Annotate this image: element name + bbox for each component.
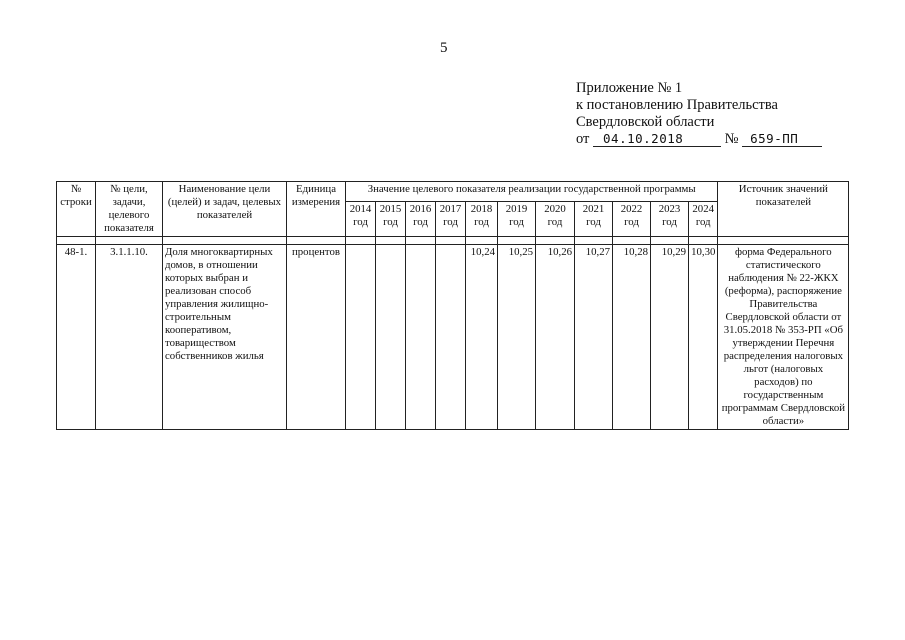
header-year-2021 (575, 201, 613, 236)
header-year-2017 (436, 201, 466, 236)
header-year-label: 2017 (439, 202, 462, 215)
cell-value-2020: 10,26 (536, 245, 575, 430)
header-year-suffix: год (353, 215, 368, 228)
header-row-no: № строки (57, 182, 96, 237)
header-year-2018 (466, 201, 498, 236)
header-gap-row (57, 237, 849, 245)
cell-goal-no: 3.1.1.10. (96, 245, 163, 430)
appendix-date-line (576, 131, 822, 148)
table-row (57, 245, 849, 430)
header-year-suffix: год (624, 215, 639, 228)
header-year-2020 (536, 201, 575, 236)
appendix-title: Приложение № 1 (576, 80, 683, 96)
header-year-label: 2016 (409, 202, 432, 215)
header-year-suffix: год (413, 215, 428, 228)
header-year-suffix: год (547, 215, 563, 228)
header-year-suffix: год (695, 215, 711, 228)
cell-unit: процентов (287, 245, 346, 430)
header-year-2016 (406, 201, 436, 236)
header-year-label: 2019 (505, 202, 528, 215)
header-year-2014 (346, 201, 376, 236)
header-year-label: 2014 (349, 202, 372, 215)
number-label: № (724, 131, 739, 147)
header-source: Источник значений показателей (718, 182, 849, 237)
cell-value-2018: 10,24 (466, 245, 498, 430)
header-year-label: 2021 (582, 202, 605, 215)
header-year-2024 (689, 201, 718, 236)
header-year-suffix: год (662, 215, 677, 228)
header-year-2015 (376, 201, 406, 236)
appendix-region: Свердловской области (576, 114, 715, 130)
page-number: 5 (440, 40, 448, 56)
header-year-label: 2018 (470, 202, 493, 215)
header-year-suffix: год (383, 215, 398, 228)
header-year-label: 2022 (620, 202, 643, 215)
cell-row-no: 48-1. (57, 245, 96, 430)
cell-value-2019: 10,25 (498, 245, 536, 430)
appendix-resolution: к постановлению Правительства (576, 97, 778, 113)
cell-value-2015 (376, 245, 406, 430)
header-name: Наименование цели (целей) и задач, целевых показателей (163, 182, 287, 237)
header-year-2022 (613, 201, 651, 236)
cell-source: форма Федерального статистического наблюдения № 22-ЖКХ (реформа), распоряжение Правительства Свердловской области от 31.05.2018 № 353-РП «Об утверждении Перечня распределения налоговых льгот (налоговых расходов) по государственным программам Свердловской области» (718, 245, 849, 430)
header-values-group: Значение целевого показателя реализации государственной программы (346, 182, 718, 202)
header-year-label: 2024 (692, 202, 714, 215)
header-year-label: 2020 (544, 202, 566, 215)
header-year-suffix: год (586, 215, 601, 228)
header-year-2019 (498, 201, 536, 236)
cell-value-2023: 10,29 (651, 245, 689, 430)
cell-value-2014 (346, 245, 376, 430)
appendix-header (576, 80, 822, 148)
indicators-table (56, 181, 849, 430)
header-year-suffix: год (443, 215, 458, 228)
cell-value-2017 (436, 245, 466, 430)
resolution-number: 659-ПП (742, 132, 822, 147)
cell-value-2021: 10,27 (575, 245, 613, 430)
cell-name: Доля многоквартирных домов, в отношении которых выбран и реализован способ управления жилищно-строительным кооперативом, товариществом собственников жилья (163, 245, 287, 430)
header-year-suffix: год (509, 215, 524, 228)
header-unit: Единица измерения (287, 182, 346, 237)
header-year-label: 2015 (379, 202, 402, 215)
cell-value-2024: 10,30 (689, 245, 718, 430)
cell-value-2016 (406, 245, 436, 430)
header-year-label: 2023 (658, 202, 681, 215)
header-year-2023 (651, 201, 689, 236)
cell-value-2022: 10,28 (613, 245, 651, 430)
header-goal-no: № цели, задачи, целевого показателя (96, 182, 163, 237)
from-label: от (576, 131, 590, 147)
header-year-suffix: год (474, 215, 489, 228)
resolution-date: 04.10.2018 (593, 132, 721, 147)
